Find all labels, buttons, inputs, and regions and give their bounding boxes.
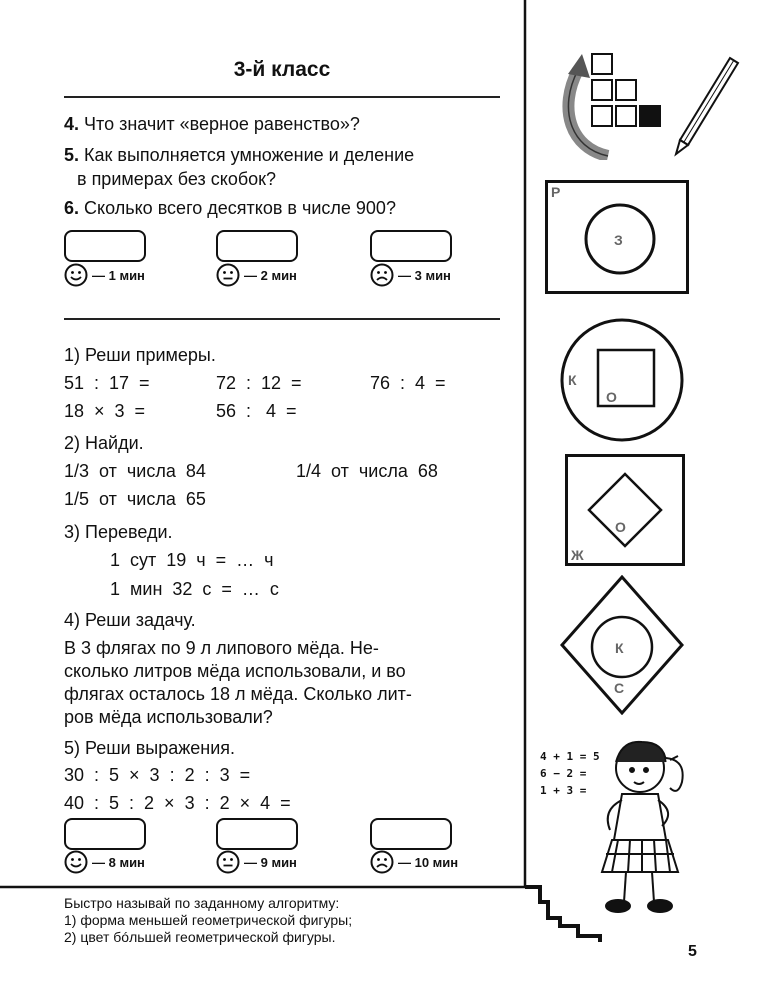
task-5-heading: 5) Реши выражения. (64, 738, 236, 758)
problem-line: сколько литров мёда использовали, и во (64, 661, 406, 681)
time-label: — 10 мин (398, 855, 459, 870)
example: 1 мин 32 с = … с (110, 579, 279, 599)
question-4: 4. Что значит «верное равенство»? (64, 114, 360, 134)
figure-label: О (615, 519, 626, 535)
instruction-line: 2) цвет бóльшей геометрической фигуры. (64, 929, 336, 945)
example: 56 : 4 = (216, 401, 297, 421)
example: 76 : 4 = (370, 373, 446, 393)
page-number: 5 (688, 943, 697, 960)
page-title: 3-й класс (233, 58, 331, 81)
example: 18 × 3 = (64, 401, 146, 421)
figure-diamond-circle (560, 575, 684, 715)
instruction-line: 1) форма меньшей геометрической фигуры; (64, 912, 353, 928)
problem-line: ров мёда использовали? (64, 707, 273, 727)
expression: 30 : 5 × 3 : 2 : 3 = (64, 765, 251, 785)
time-label: — 3 мин (398, 268, 451, 283)
figure-circle-square (550, 318, 694, 442)
pencil-icon (676, 58, 738, 154)
example: 1 сут 19 ч = … ч (110, 550, 274, 570)
figure-square-circle (545, 180, 689, 294)
figure-label: О (606, 389, 617, 405)
question-6: 6. Сколько всего десятков в числе 900? (64, 198, 396, 218)
example: 72 : 12 = (216, 373, 302, 393)
figure-square-diamond (565, 454, 685, 566)
problem-line: флягах осталось 18 л мёда. Сколько лит- (64, 684, 412, 704)
figure-label: Ж (571, 547, 584, 563)
time-label: — 1 мин (92, 268, 145, 283)
time-label: — 2 мин (244, 268, 297, 283)
girl-illustration (582, 730, 702, 920)
expression: 40 : 5 : 2 × 3 : 2 × 4 = (64, 793, 291, 813)
task-1-heading: 1) Реши примеры. (64, 345, 216, 365)
figure-label: С (614, 680, 625, 696)
example: 1/5 от числа 65 (64, 489, 206, 509)
example: 51 : 17 = (64, 373, 150, 393)
task-2-heading: 2) Найди. (64, 433, 144, 453)
instruction-line: Быстро называй по заданному алгоритму: (64, 895, 340, 911)
figure-label: К (615, 640, 624, 656)
figure-label: Р (551, 184, 561, 200)
time-label: — 8 мин (92, 855, 145, 870)
example: 1/4 от числа 68 (296, 461, 438, 481)
task-4-heading: 4) Реши задачу. (64, 610, 196, 630)
figure-label: К (568, 372, 577, 388)
problem-line: В 3 флягах по 9 л липового мёда. Не- (64, 638, 379, 658)
time-label: — 9 мин (244, 855, 297, 870)
task-3-heading: 3) Переведи. (64, 522, 173, 542)
figure-label: З (614, 232, 623, 248)
question-5: 5. Как выполняется умножение и деление в примерах без скобок? (64, 145, 415, 189)
block-puzzle-icon (560, 48, 740, 160)
math-scribbles: 4 + 1 = 5 6 − 2 = 1 + 3 = (540, 750, 600, 797)
example: 1/3 от числа 84 (64, 461, 206, 481)
